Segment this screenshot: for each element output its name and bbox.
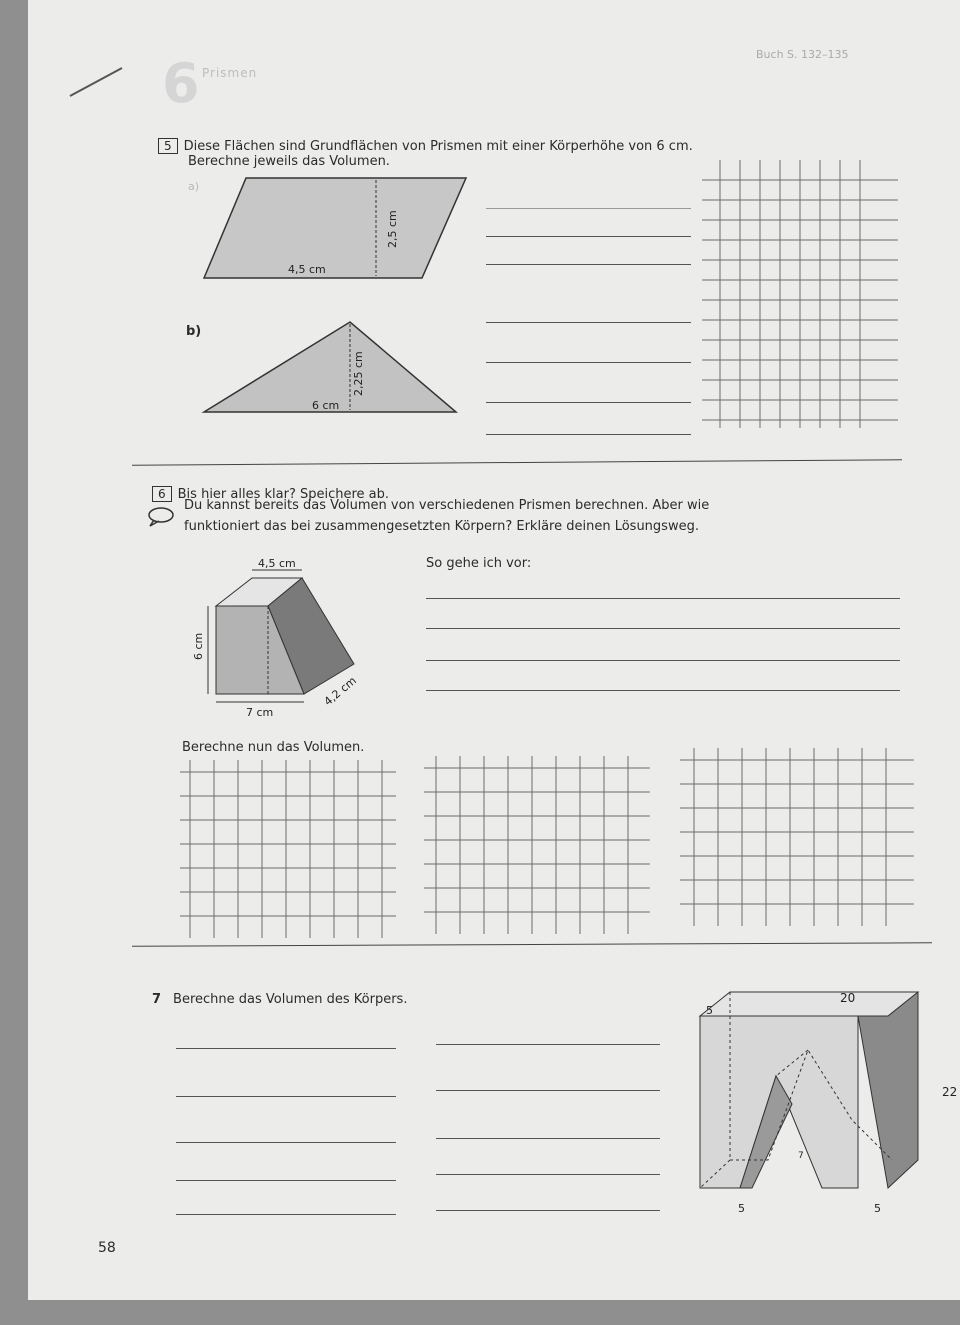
chapter-number: 6	[162, 52, 200, 115]
task7-right-label: 22	[942, 1085, 958, 1099]
task7-bottom-right-label: 5	[874, 1202, 881, 1215]
answer-line[interactable]	[486, 362, 691, 363]
answer-line[interactable]	[426, 598, 900, 599]
answer-line[interactable]	[486, 322, 691, 323]
answer-line[interactable]	[176, 1142, 396, 1143]
task6-width-label: 7 cm	[246, 706, 274, 719]
answer-line[interactable]	[486, 208, 691, 209]
task7-heading	[152, 992, 407, 1007]
section-divider	[132, 459, 902, 465]
task6-grid-3[interactable]	[680, 748, 920, 928]
answer-line[interactable]	[486, 264, 691, 265]
task5b-label: b)	[186, 324, 202, 339]
answer-line[interactable]	[176, 1048, 396, 1049]
parallelogram-figure	[198, 170, 478, 290]
section-divider	[132, 942, 932, 946]
worksheet-page	[28, 0, 960, 1300]
task6-grid-1[interactable]	[180, 760, 400, 940]
answer-line[interactable]	[176, 1096, 396, 1097]
task6-number: 6	[152, 486, 172, 502]
answer-line[interactable]	[436, 1138, 660, 1139]
composite-prism-figure	[176, 556, 386, 736]
task5b-base-label: 6 cm	[312, 399, 340, 412]
speech-bubble-icon	[146, 505, 176, 527]
task7-top-left-label: 5	[706, 1004, 713, 1017]
answer-line[interactable]	[486, 236, 691, 237]
task5b-height-label: 2,25 cm	[352, 351, 365, 396]
answer-line[interactable]	[436, 1090, 660, 1091]
answer-line[interactable]	[486, 402, 691, 403]
book-reference: Buch S. 132–135	[756, 48, 849, 61]
page-number: 58	[98, 1240, 116, 1256]
task5-subtext: Berechne jeweils das Volumen.	[188, 154, 390, 169]
chapter-marker	[64, 52, 224, 115]
task6-compute-label: Berechne nun das Volumen.	[182, 740, 365, 755]
task6-grid-2[interactable]	[424, 756, 654, 936]
task5-grid[interactable]	[702, 160, 902, 430]
u-shaped-prism-figure	[692, 980, 958, 1220]
task6-title: Bis hier alles klar? Speichere ab.	[177, 487, 390, 502]
task6-slant-label: 4,2 cm	[321, 674, 359, 709]
task6-plan-label: So gehe ich vor:	[426, 556, 532, 571]
answer-line[interactable]	[436, 1044, 660, 1045]
answer-line[interactable]	[176, 1214, 396, 1215]
task7-top-label: 20	[840, 991, 856, 1005]
task6-top-label: 4,5 cm	[258, 557, 296, 570]
answer-line[interactable]	[176, 1180, 396, 1181]
answer-line[interactable]	[486, 434, 691, 435]
answer-line[interactable]	[426, 628, 900, 629]
task7-bottom-left-label: 5	[738, 1202, 745, 1215]
answer-line[interactable]	[436, 1210, 660, 1211]
task7-title: Berechne das Volumen des Körpers.	[173, 992, 408, 1007]
answer-line[interactable]	[436, 1174, 660, 1175]
task5a-height-label: 2,5 cm	[386, 210, 399, 248]
task5-heading	[158, 138, 693, 154]
task7-inner-label: 7	[798, 1151, 804, 1161]
triangle-figure	[200, 316, 470, 426]
task5-number: 5	[158, 138, 178, 154]
task5a-label: a)	[188, 180, 200, 193]
task7-number: 7	[152, 992, 162, 1007]
task6-text: Du kannst bereits das Volumen von verschiedenen Prismen berechnen. Aber wie funktioniert das bei zusammengesetzten Körpern? Erkläre deinen Lösungsweg.	[184, 498, 710, 534]
task5a-base-label: 4,5 cm	[288, 263, 326, 276]
chapter-title: Prismen	[202, 66, 258, 80]
answer-line[interactable]	[426, 660, 900, 661]
task5-text: Diese Flächen sind Grundflächen von Prismen mit einer Körperhöhe von 6 cm.	[183, 139, 693, 154]
answer-line[interactable]	[426, 690, 900, 691]
task6-height-label: 6 cm	[192, 632, 205, 660]
